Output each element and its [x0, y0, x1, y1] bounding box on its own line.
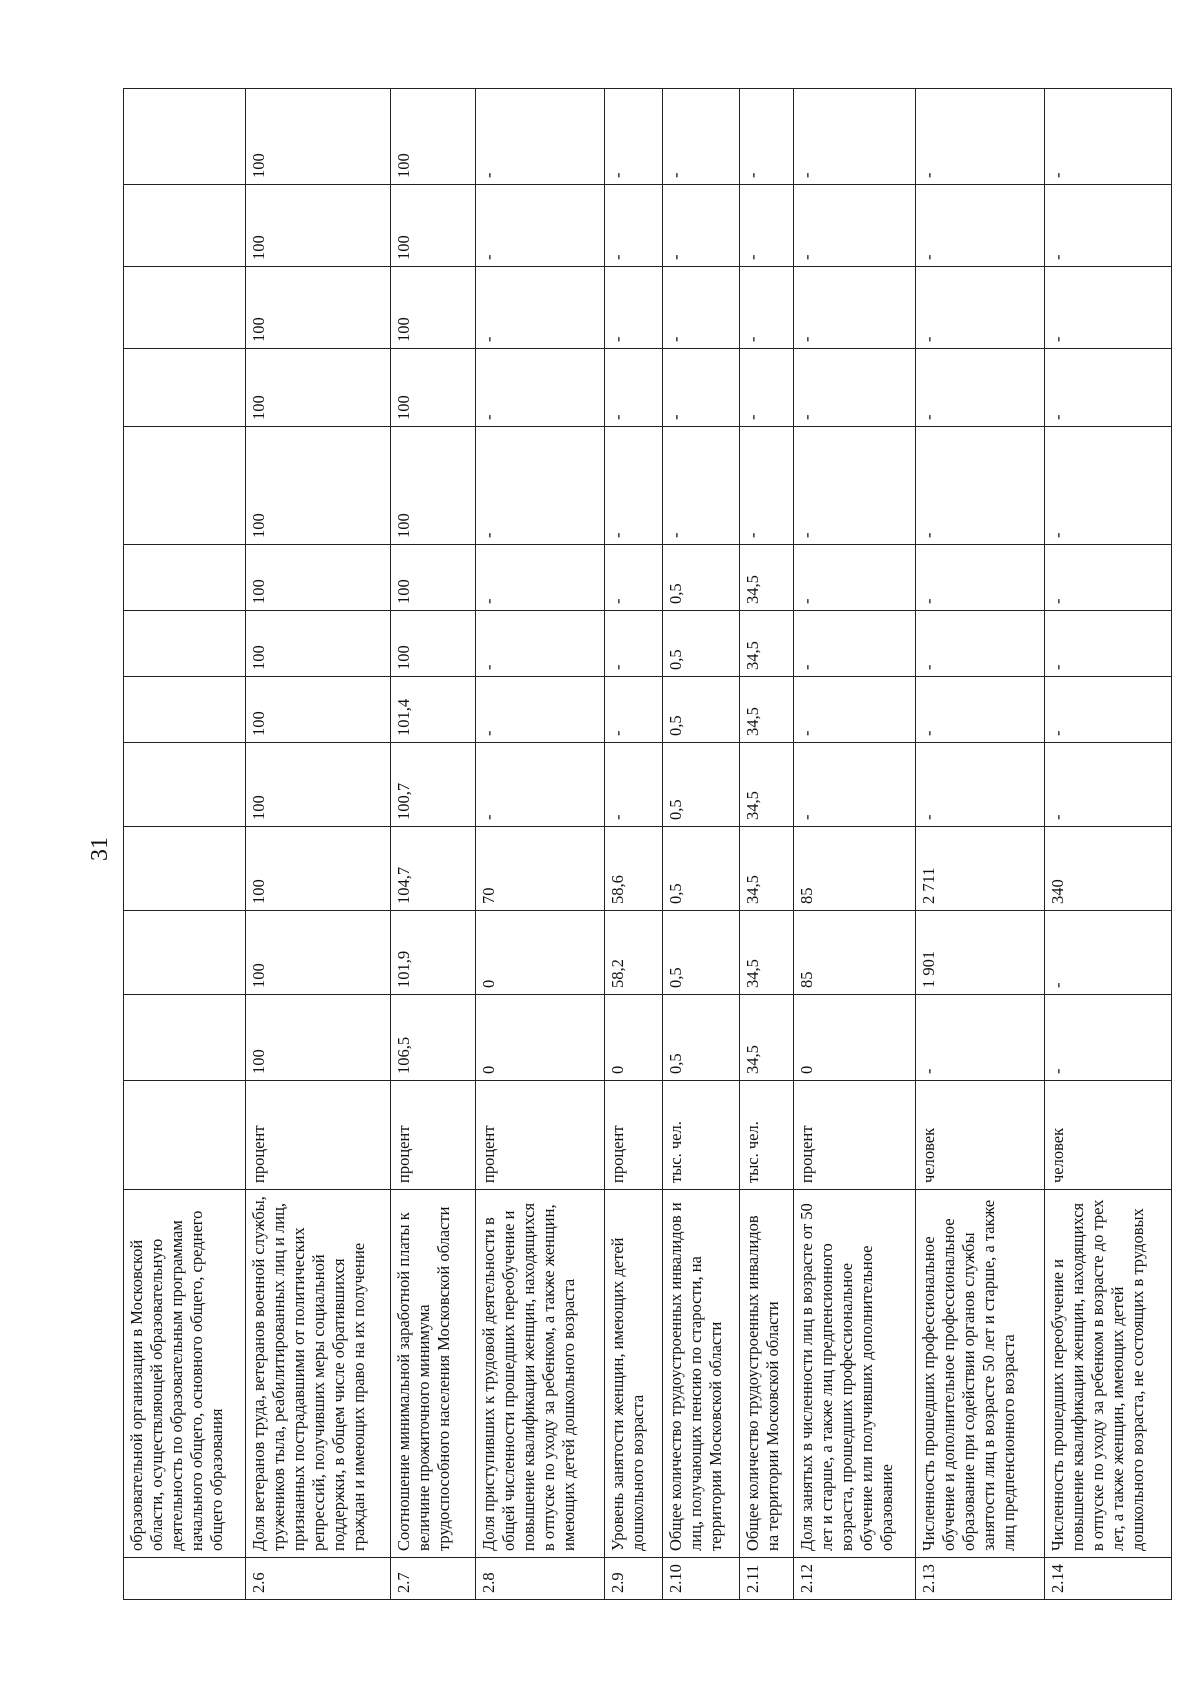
unit-of-measure: человек: [915, 1081, 1044, 1190]
value-cell: -: [1045, 743, 1172, 827]
indicator-name: Численность прошедших профессиональное обучение и дополнительное профессиональное образование при содействии органов службы занятости лиц в возрасте 50 лет и старше, а также лиц предпенсионного возраста: [915, 1190, 1044, 1558]
unit-of-measure: процент: [793, 1081, 915, 1190]
table-row: [124, 89, 246, 1600]
value-cell: 0,5: [663, 743, 740, 827]
value-cell: 100: [246, 349, 391, 427]
value-cell: 70: [475, 827, 604, 911]
row-number: 2.6: [246, 1558, 391, 1600]
value-cell: -: [605, 89, 663, 185]
value-cell: 100: [246, 911, 391, 995]
value-cell: -: [1045, 267, 1172, 349]
value-cell: -: [915, 185, 1044, 267]
value-cell: -: [793, 185, 915, 267]
rotated-table-container: [123, 89, 1172, 1600]
value-cell: -: [605, 349, 663, 427]
value-cell: -: [793, 611, 915, 677]
table-row: [475, 89, 604, 1600]
value-cell: -: [1045, 545, 1172, 611]
value-cell: 34,5: [739, 827, 793, 911]
value-cell: 0: [475, 995, 604, 1081]
value-cell: [124, 349, 246, 427]
value-cell: -: [605, 267, 663, 349]
value-cell: 58,6: [605, 827, 663, 911]
value-cell: [124, 267, 246, 349]
value-cell: 34,5: [739, 545, 793, 611]
row-number: 2.12: [793, 1558, 915, 1600]
value-cell: -: [793, 349, 915, 427]
value-cell: 0: [605, 995, 663, 1081]
value-cell: -: [1045, 911, 1172, 995]
table-row: [915, 89, 1044, 1600]
indicator-name: Доля занятых в численности лиц в возрасте от 50 лет и старше, а также лиц предпенсионного возраста, прошедших профессиональное обучение или получивших дополнительное образование: [793, 1190, 915, 1558]
value-cell: -: [605, 185, 663, 267]
value-cell: -: [605, 545, 663, 611]
value-cell: -: [663, 349, 740, 427]
value-cell: 85: [793, 827, 915, 911]
unit-of-measure: тыс. чел.: [739, 1081, 793, 1190]
value-cell: -: [1045, 427, 1172, 545]
value-cell: -: [663, 427, 740, 545]
value-cell: -: [1045, 89, 1172, 185]
indicator-name: Общее количество трудоустроенных инвалидов и лиц, получающих пенсию по старости, на территории Московской области: [663, 1190, 740, 1558]
value-cell: -: [1045, 995, 1172, 1081]
value-cell: 0: [475, 911, 604, 995]
value-cell: -: [475, 89, 604, 185]
table-row: [739, 89, 793, 1600]
value-cell: 100: [246, 743, 391, 827]
indicator-name: Общее количество трудоустроенных инвалидов на территории Московской области: [739, 1190, 793, 1558]
value-cell: -: [739, 349, 793, 427]
value-cell: [124, 743, 246, 827]
value-cell: [124, 995, 246, 1081]
value-cell: -: [793, 427, 915, 545]
unit-of-measure: человек: [1045, 1081, 1172, 1190]
value-cell: 101,9: [391, 911, 476, 995]
value-cell: -: [475, 677, 604, 743]
value-cell: -: [605, 743, 663, 827]
value-cell: -: [475, 611, 604, 677]
value-cell: 100,7: [391, 743, 476, 827]
value-cell: 100: [246, 611, 391, 677]
indicator-table: [123, 88, 1172, 1600]
value-cell: 100: [246, 827, 391, 911]
value-cell: -: [793, 89, 915, 185]
value-cell: 0,5: [663, 545, 740, 611]
value-cell: -: [475, 427, 604, 545]
value-cell: 0: [793, 995, 915, 1081]
value-cell: 34,5: [739, 743, 793, 827]
unit-of-measure: процент: [246, 1081, 391, 1190]
value-cell: [124, 427, 246, 545]
value-cell: 0,5: [663, 995, 740, 1081]
value-cell: -: [739, 185, 793, 267]
value-cell: -: [1045, 349, 1172, 427]
value-cell: 100: [246, 185, 391, 267]
indicator-name: Численность прошедших переобучение и повышение квалификации женщин, находящихся в отпуске по уходу за ребенком в возрасте до трех лет, а также женщин, имеющих детей дошкольного возраста, не состоящих в трудовых: [1045, 1190, 1172, 1558]
value-cell: 340: [1045, 827, 1172, 911]
indicator-name: Соотношение минимальной заработной платы к величине прожиточного минимума трудоспособного населения Московской области: [391, 1190, 476, 1558]
row-number: 2.14: [1045, 1558, 1172, 1600]
value-cell: 100: [391, 89, 476, 185]
indicator-name: образовательной организации в Московской области, осуществляющей образовательную деятельность по образовательным программам начального общего, основного общего, среднего общего образования: [124, 1190, 246, 1558]
unit-of-measure: тыс. чел.: [663, 1081, 740, 1190]
value-cell: 0,5: [663, 827, 740, 911]
value-cell: 100: [391, 611, 476, 677]
row-number: 2.8: [475, 1558, 604, 1600]
indicator-name: Доля ветеранов труда, ветеранов военной службы, тружеников тыла, реабилитированных лиц и лиц, признанных пострадавшими от политических репрессий, получивших меры социальной поддержки, в общем числе обратившихся граждан и имеющих право на их получение: [246, 1190, 391, 1558]
value-cell: -: [475, 545, 604, 611]
value-cell: -: [739, 89, 793, 185]
value-cell: -: [663, 89, 740, 185]
value-cell: -: [793, 743, 915, 827]
table-row: [246, 89, 391, 1600]
value-cell: 0,5: [663, 677, 740, 743]
value-cell: -: [915, 743, 1044, 827]
value-cell: 100: [391, 185, 476, 267]
table-body: [124, 89, 1172, 1600]
value-cell: -: [605, 611, 663, 677]
unit-of-measure: процент: [605, 1081, 663, 1190]
value-cell: 34,5: [739, 611, 793, 677]
table-row: [1045, 89, 1172, 1600]
value-cell: 58,2: [605, 911, 663, 995]
value-cell: -: [475, 743, 604, 827]
value-cell: -: [915, 89, 1044, 185]
value-cell: 1 901: [915, 911, 1044, 995]
table-row: [793, 89, 915, 1600]
value-cell: 34,5: [739, 995, 793, 1081]
value-cell: -: [739, 267, 793, 349]
row-number: 2.7: [391, 1558, 476, 1600]
value-cell: -: [1045, 611, 1172, 677]
value-cell: -: [1045, 677, 1172, 743]
value-cell: -: [475, 349, 604, 427]
value-cell: 100: [391, 427, 476, 545]
value-cell: -: [663, 185, 740, 267]
value-cell: -: [915, 267, 1044, 349]
value-cell: 85: [793, 911, 915, 995]
table-row: [391, 89, 476, 1600]
value-cell: -: [793, 267, 915, 349]
value-cell: [124, 677, 246, 743]
value-cell: 100: [246, 545, 391, 611]
value-cell: [124, 827, 246, 911]
value-cell: -: [915, 349, 1044, 427]
value-cell: -: [915, 995, 1044, 1081]
rotated-table-sheet: [123, 89, 1172, 1600]
value-cell: 106,5: [391, 995, 476, 1081]
indicator-name: Уровень занятости женщин, имеющих детей дошкольного возраста: [605, 1190, 663, 1558]
value-cell: -: [915, 611, 1044, 677]
value-cell: 2 711: [915, 827, 1044, 911]
value-cell: 34,5: [739, 677, 793, 743]
value-cell: 100: [246, 677, 391, 743]
row-number: [124, 1558, 246, 1600]
value-cell: 100: [246, 427, 391, 545]
unit-of-measure: процент: [475, 1081, 604, 1190]
value-cell: 34,5: [739, 911, 793, 995]
value-cell: [124, 611, 246, 677]
value-cell: -: [1045, 185, 1172, 267]
value-cell: -: [915, 677, 1044, 743]
value-cell: 100: [391, 545, 476, 611]
value-cell: [124, 545, 246, 611]
value-cell: -: [793, 677, 915, 743]
value-cell: 100: [246, 267, 391, 349]
value-cell: -: [475, 267, 604, 349]
row-number: 2.13: [915, 1558, 1044, 1600]
value-cell: 0,5: [663, 611, 740, 677]
value-cell: -: [663, 267, 740, 349]
row-number: 2.9: [605, 1558, 663, 1600]
value-cell: 100: [246, 89, 391, 185]
value-cell: [124, 185, 246, 267]
table-row: [605, 89, 663, 1600]
indicator-name: Доля приступивших к трудовой деятельности в общей численности прошедших переобучение и повышение квалификации женщин, находящихся в отпуске по уходу за ребенком, а также женщин, имеющих детей дошкольного возраста: [475, 1190, 604, 1558]
row-number: 2.11: [739, 1558, 793, 1600]
value-cell: 104,7: [391, 827, 476, 911]
unit-of-measure: процент: [391, 1081, 476, 1190]
value-cell: -: [915, 545, 1044, 611]
value-cell: [124, 89, 246, 185]
value-cell: -: [475, 185, 604, 267]
value-cell: 100: [391, 349, 476, 427]
table-row: [663, 89, 740, 1600]
value-cell: -: [605, 427, 663, 545]
row-number: 2.10: [663, 1558, 740, 1600]
value-cell: 100: [246, 995, 391, 1081]
value-cell: -: [605, 677, 663, 743]
value-cell: 100: [391, 267, 476, 349]
value-cell: -: [915, 427, 1044, 545]
value-cell: [124, 911, 246, 995]
value-cell: -: [739, 427, 793, 545]
value-cell: 101,4: [391, 677, 476, 743]
page-number: 31: [87, 837, 113, 861]
value-cell: -: [793, 545, 915, 611]
value-cell: 0,5: [663, 911, 740, 995]
unit-of-measure: [124, 1081, 246, 1190]
